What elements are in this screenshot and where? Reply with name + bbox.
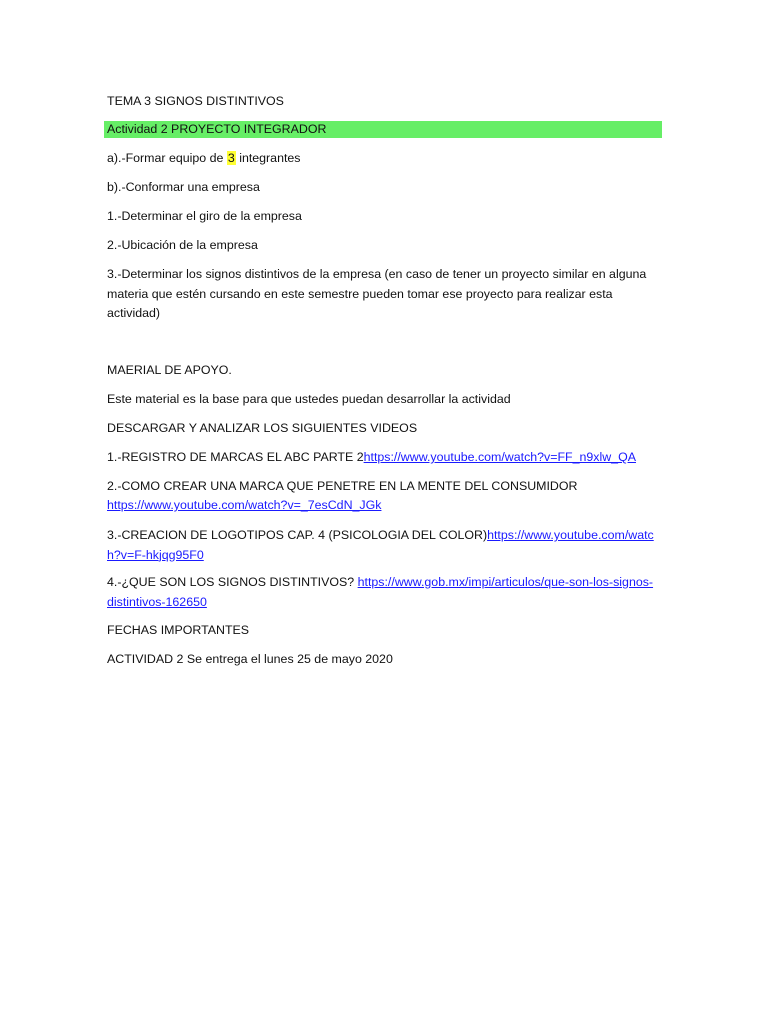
video-4-link[interactable]: https://www.gob.mx/impi/articulos/que-son-los-signos-distintivos-162650	[107, 575, 654, 609]
support-heading: MAERIAL DE APOYO.	[107, 363, 232, 377]
item-a-after: integrantes	[235, 151, 301, 165]
videos-heading: DESCARGAR Y ANALIZAR LOS SIGUIENTES VIDEOS	[107, 421, 418, 435]
video-4	[107, 573, 655, 612]
video-3-label: 3.-CREACION DE LOGOTIPOS CAP. 4 (PSICOLOGIA DEL COLOR)	[107, 528, 488, 542]
video-1-link[interactable]: https://www.youtube.com/watch?v=FF_n9xlw_QA	[363, 450, 636, 464]
video-3-link[interactable]: https://www.youtube.com/watch?v=F-hkjqg95F0	[107, 528, 654, 562]
step-2: 2.-Ubicación de la empresa	[107, 238, 258, 252]
video-1	[107, 448, 667, 468]
item-a-before: a).-Formar equipo de	[107, 151, 227, 165]
support-text: Este material es la base para que ustedes puedan desarrollar la actividad	[107, 392, 511, 406]
item-b: b).-Conformar una empresa	[107, 180, 260, 194]
activity-heading: Actividad 2 PROYECTO INTEGRADOR	[107, 122, 327, 136]
video-4-label: 4.-¿QUE SON LOS SIGNOS DISTINTIVOS?	[107, 575, 358, 589]
video-2-label: 2.-COMO CREAR UNA MARCA QUE PENETRE EN LA MENTE DEL CONSUMIDOR	[107, 479, 578, 493]
team-size-highlight: 3	[227, 151, 235, 165]
video-1-label: 1.-REGISTRO DE MARCAS EL ABC PARTE 2	[107, 450, 364, 464]
dates-heading: FECHAS IMPORTANTES	[107, 623, 250, 637]
video-3	[107, 526, 655, 565]
item-a	[107, 149, 667, 169]
due-date: ACTIVIDAD 2 Se entrega el lunes 25 de mayo 2020	[107, 652, 393, 666]
step-3: 3.-Determinar los signos distintivos de la empresa (en caso de tener un proyecto similar en alguna materia que estén cursando en este semestre pueden tomar ese proyecto para realizar esta actividad)	[107, 267, 647, 320]
document-title: TEMA 3 SIGNOS DISTINTIVOS	[107, 94, 284, 108]
video-2	[107, 496, 667, 516]
video-2-link[interactable]: https://www.youtube.com/watch?v=_7esCdN_JGk	[107, 498, 382, 512]
step-1: 1.-Determinar el giro de la empresa	[107, 209, 302, 223]
